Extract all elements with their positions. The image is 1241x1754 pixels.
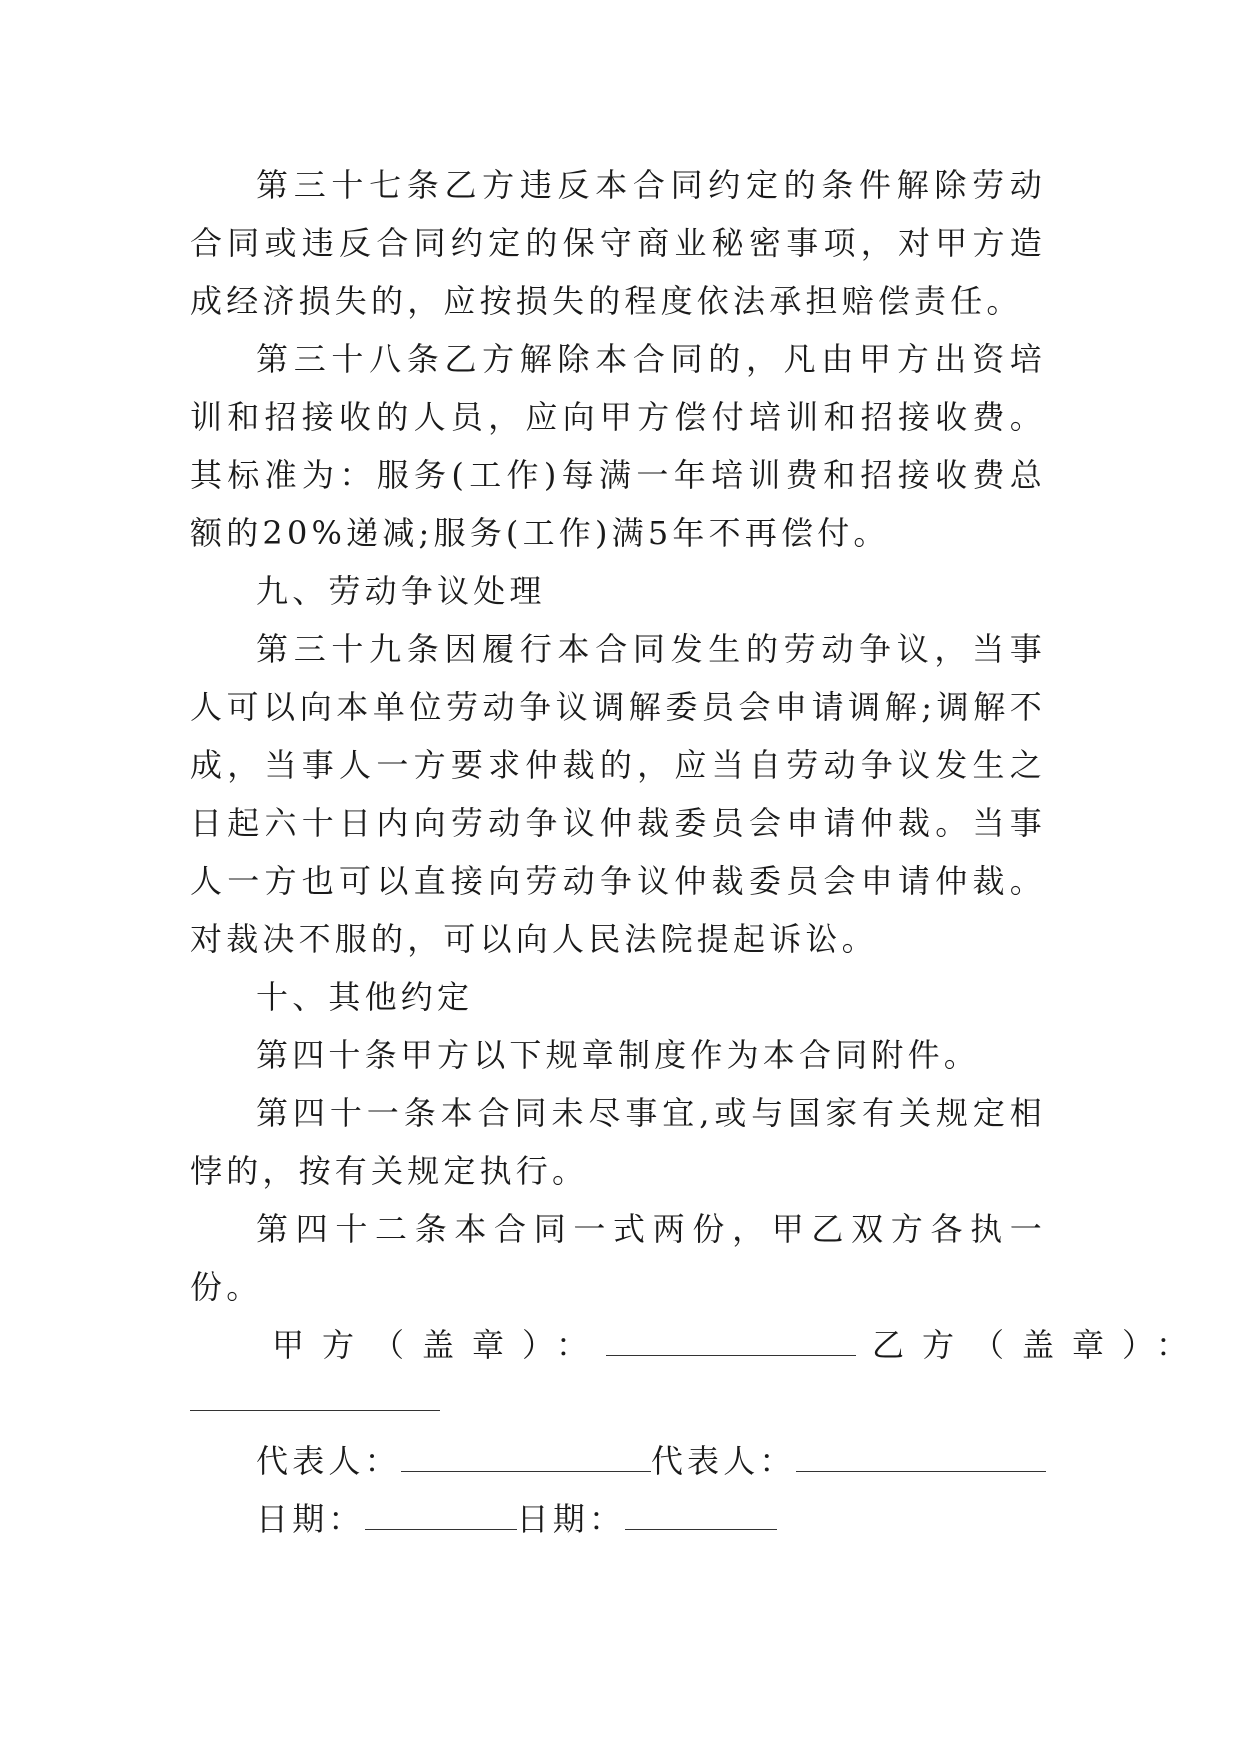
article-40: 第四十条甲方以下规章制度作为本合同附件。 — [256, 1036, 981, 1074]
party-seal-row — [190, 1316, 1207, 1374]
representative-a-label: 代表人： — [256, 1442, 401, 1480]
date-a-label: 日期： — [256, 1500, 365, 1538]
representative-b-label: 代表人： — [650, 1442, 796, 1480]
article-39: 第三十九条因履行本合同发生的劳动争议，当事人可以向本单位劳动争议调解委员会申请调解;调解不成，当事人一方要求仲裁的，应当自劳动争议发生之日起六十日内向劳动争议仲裁委员会申请仲裁。当事人一方也可以直接向劳动争议仲裁委员会申请仲裁。对裁决不服的，可以向人民法院提起诉讼。 — [190, 630, 1046, 958]
article-38: 第三十八条乙方解除本合同的，凡由甲方出资培训和招接收的人员，应向甲方偿付培训和招接收费。其标准为：服务(工作)每满一年培训费和招接收费总额的20%递减;服务(工作)满5年不再偿付。 — [190, 340, 1046, 552]
party-b-seal-line-row — [190, 1374, 1046, 1432]
article-37: 第三十七条乙方违反本合同约定的条件解除劳动合同或违反合同约定的保守商业秘密事项，对甲方造成经济损失的，应按损失的程度依法承担赔偿责任。 — [190, 166, 1046, 320]
date-b-label: 日期： — [516, 1500, 626, 1538]
date-row — [190, 1490, 1046, 1548]
document-page — [190, 156, 1207, 1548]
party-a-seal-line[interactable] — [606, 1325, 856, 1356]
representative-b-line[interactable] — [796, 1441, 1046, 1472]
section-heading-10: 十、其他约定 — [256, 978, 474, 1016]
party-a-seal-label: 甲方（盖章）： — [272, 1326, 607, 1364]
article-41: 第四十一条本合同未尽事宜,或与国家有关规定相悖的，按有关规定执行。 — [190, 1094, 1046, 1190]
article-42: 第四十二条本合同一式两份，甲乙双方各执一份。 — [190, 1210, 1046, 1306]
party-b-seal-line[interactable] — [190, 1380, 440, 1411]
representative-row — [190, 1432, 1046, 1490]
date-b-line[interactable] — [625, 1499, 777, 1530]
party-b-seal-label: 乙方（盖章）： — [872, 1326, 1207, 1364]
representative-a-line[interactable] — [401, 1441, 651, 1472]
date-a-line[interactable] — [365, 1499, 517, 1530]
section-heading-9: 九、劳动争议处理 — [256, 572, 546, 610]
